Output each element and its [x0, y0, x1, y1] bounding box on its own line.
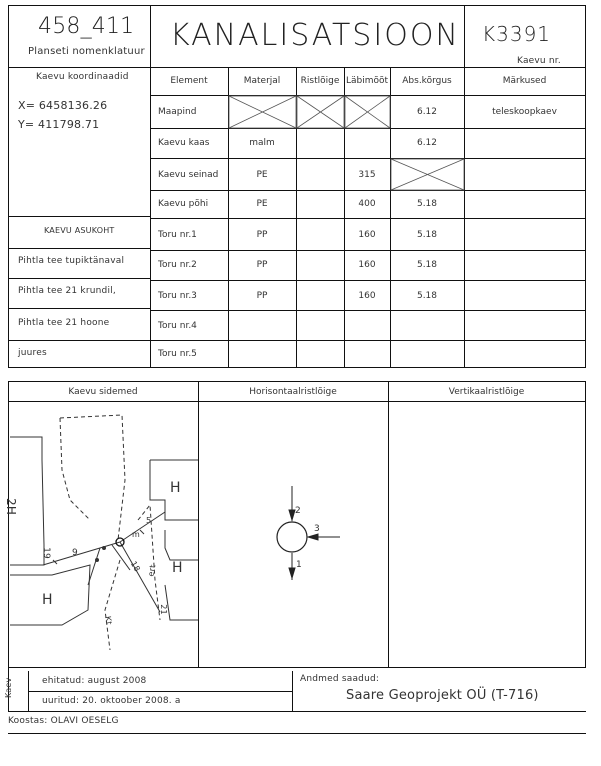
well-id: K3391	[482, 22, 552, 46]
table-cell-material: malm	[249, 138, 275, 148]
table-cell-elevation: 6.12	[416, 138, 438, 148]
table-cell-notes	[464, 159, 585, 190]
table-cell-diameter	[344, 341, 390, 367]
sketch-dim-9: 9	[72, 548, 78, 558]
table-cell-notes	[464, 281, 585, 310]
table-cell-notes	[464, 250, 585, 280]
table-cell-elevation: 5.18	[416, 229, 438, 240]
sketch-label-house-left: H	[42, 592, 53, 608]
pipe-label-3: 3	[314, 524, 320, 534]
table-cell-material: PP	[256, 229, 268, 240]
table-cell-diameter	[344, 96, 390, 128]
table-cell-element: Kaevu seinad	[158, 169, 219, 180]
table-cell-section	[296, 159, 344, 190]
document-title: KANALISATSIOON	[170, 18, 460, 53]
table-cell-elevation: 6.12	[416, 107, 438, 117]
sketch-dim-kt: Kt	[103, 615, 114, 626]
table-cell-section	[296, 281, 344, 310]
column-header-material: Materjal	[243, 76, 281, 86]
table-cell-element: Toru nr.1	[158, 229, 197, 240]
table-cell-section	[296, 311, 344, 340]
well-id-caption: Kaevu nr.	[517, 56, 561, 66]
table-cell-material: PE	[256, 199, 268, 209]
table-cell-element: Maapind	[158, 107, 197, 117]
footer-data-heading: Andmed saadud:	[300, 674, 380, 684]
table-cell-material	[228, 341, 296, 367]
table-cell-notes	[464, 219, 585, 250]
sketch-label-house-right-mid: H	[172, 560, 183, 576]
table-cell-elevation: 5.18	[416, 290, 438, 301]
table-cell-elevation: 5.18	[416, 260, 438, 270]
table-cell-elevation	[390, 341, 464, 367]
panel-title-vertical: Vertikaalristlõige	[448, 386, 525, 397]
location-line-2: Pihtla tee 21 krundil,	[18, 286, 116, 296]
manhole-circle-icon	[277, 522, 307, 552]
pipe-label-1: 1	[296, 560, 302, 570]
sketch-dim-19: 19	[40, 547, 51, 559]
column-header-diameter: Läbimõõt	[345, 76, 389, 86]
sheet-caption: Planseti nomenklatuur	[28, 46, 145, 57]
coordinate-x: X= 6458136.26	[18, 99, 108, 112]
table-cell-notes	[464, 128, 585, 158]
footer-measured: uuritud: 20. oktoober 2008. a	[42, 696, 181, 706]
pipe-label-2: 2	[295, 506, 301, 516]
column-header-section: Ristlõige	[300, 76, 340, 86]
footer-data-source: Saare Geoprojekt OÜ (T-716)	[346, 688, 539, 703]
sketch-dim-18: 18	[128, 559, 142, 574]
well-marker-icon	[116, 538, 124, 546]
table-cell-notes	[464, 190, 585, 218]
table-cell-element: Kaevu põhi	[158, 199, 209, 209]
sheet-number: 458_411	[38, 14, 135, 39]
table-cell-diameter: 160	[358, 229, 376, 240]
table-cell-diameter: 160	[358, 290, 376, 301]
sketch-dim-ert: ert	[146, 563, 158, 578]
table-cell-material	[228, 311, 296, 340]
footer-established: ehitatud: august 2008	[42, 676, 147, 686]
table-cell-element: Toru nr.4	[158, 320, 197, 331]
location-line-1: Pihtla tee tupiktänaval	[18, 256, 125, 266]
sketch-dim-21: 21	[158, 604, 168, 615]
coordinates-heading: Kaevu koordinaadid	[36, 72, 129, 82]
table-cell-element: Toru nr.3	[158, 290, 197, 301]
table-cell-material: PE	[256, 169, 268, 180]
table-cell-notes	[464, 341, 585, 367]
table-cell-notes: teleskoopkaev	[492, 107, 557, 117]
table-cell-section	[296, 190, 344, 218]
table-cell-diameter: 400	[358, 199, 376, 209]
sketch-label-building: 2H	[4, 498, 18, 516]
table-cell-material	[228, 96, 296, 128]
sketch-dim-5: 5	[146, 516, 152, 525]
table-cell-diameter: 315	[358, 169, 376, 180]
table-cell-elevation	[390, 159, 464, 190]
sketch-label-house-right-top: H	[170, 480, 181, 496]
table-cell-element: Kaevu kaas	[158, 138, 210, 148]
table-cell-section	[296, 219, 344, 250]
table-cell-section	[296, 341, 344, 367]
table-cell-material: PP	[256, 290, 268, 301]
table-cell-notes	[464, 311, 585, 340]
table-cell-element: Toru nr.5	[158, 349, 197, 359]
location-line-3: Pihtla tee 21 hoone	[18, 318, 110, 328]
location-heading: KAEVU ASUKOHT	[44, 226, 115, 235]
table-cell-section	[296, 250, 344, 280]
table-cell-element: Toru nr.2	[158, 260, 197, 270]
table-cell-elevation	[390, 311, 464, 340]
table-cell-material: PP	[256, 260, 268, 270]
table-cell-diameter	[344, 128, 390, 158]
footer-compiler: Koostas: OLAVI OESELG	[8, 716, 119, 726]
coordinate-y: Y= 411798.71	[18, 118, 100, 131]
column-header-notes: Märkused	[502, 76, 547, 86]
table-cell-diameter: 160	[358, 260, 376, 270]
table-cell-diameter	[344, 311, 390, 340]
location-line-4: juures	[18, 348, 47, 358]
table-cell-section	[296, 96, 344, 128]
panel-title-horizontal: Horisontaalristlõige	[249, 386, 337, 397]
column-header-elevation: Abs.kõrgus	[402, 76, 452, 86]
sketch-dim-m: m	[132, 530, 140, 539]
table-cell-elevation: 5.18	[416, 199, 438, 209]
panel-title-ties: Kaevu sidemed	[68, 386, 138, 397]
table-cell-section	[296, 128, 344, 158]
footer-side-label: Kaev	[4, 677, 13, 698]
column-header-element: Element	[170, 76, 208, 86]
